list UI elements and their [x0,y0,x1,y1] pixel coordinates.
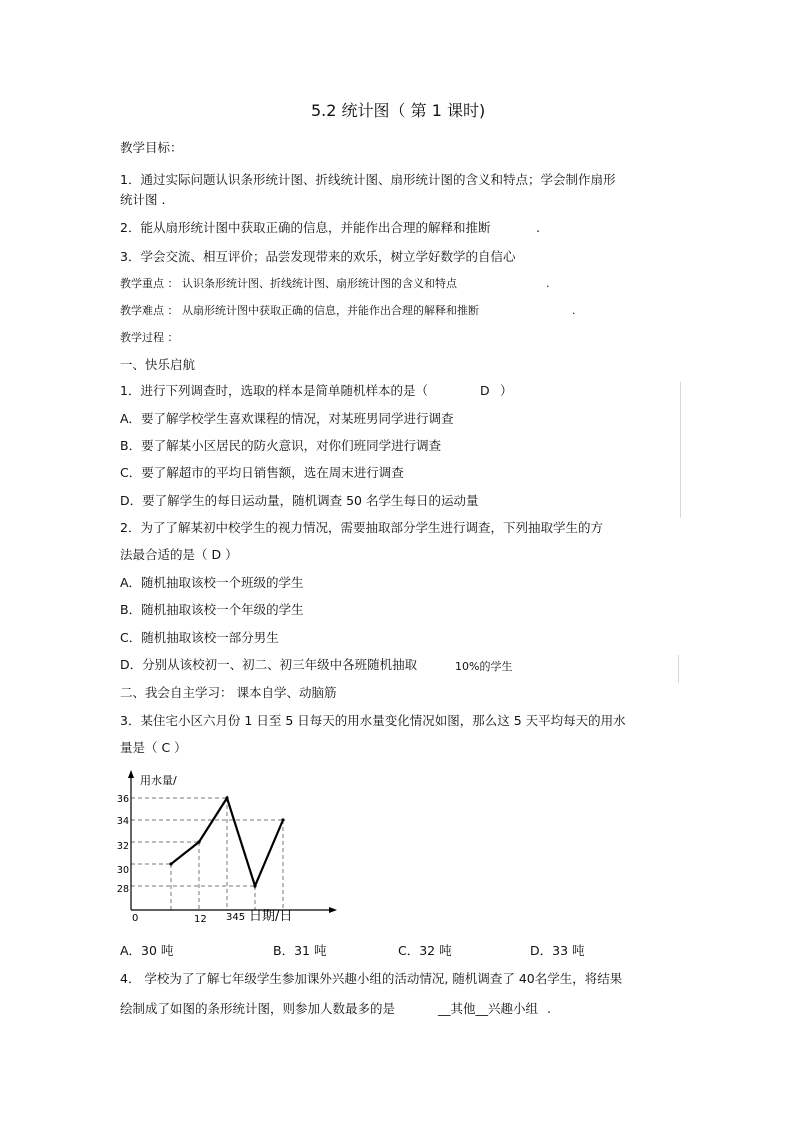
question-stem: 法最合适的是（ D ） [120,547,238,562]
x-tick-label: 345 [226,912,246,923]
question-option: C．要了解超市的平均日销售额，选在周末进行调查 [120,465,404,480]
y-tick-label: 32 [116,841,129,852]
y-tick-label: 36 [116,794,129,805]
answer-option: A．30 吨 [120,943,174,958]
question-stem: 3．某住宅小区六月份 1 日至 5 日每天的用水量变化情况如图，那么这 5 天平均每天的用水 [120,713,626,728]
data-point [225,796,228,799]
page-title: 5.2 统计图（ 第 1 课时) [311,101,486,120]
question-close: ） [500,383,513,398]
question-answer: D [480,383,490,398]
process-heading: 教学过程 ： [120,331,179,344]
x-axis-arrow [329,907,337,913]
water-usage-line-chart [115,770,335,930]
question-stem: 量是（ C ） [120,740,187,755]
y-tick-label: 28 [116,884,129,895]
question-option-tail: 10%的学生 [455,660,513,673]
question-option: C．随机抽取该校一部分男生 [120,630,279,645]
period-mark: . [536,220,540,235]
y-tick-label: 34 [116,816,129,827]
question-option: D．要了解学生的每日运动量，随机调查 50 名学生每日的运动量 [120,493,479,508]
period-mark: . [546,277,550,290]
data-point [169,862,172,865]
question-stem: 绘制成了如图的条形统计图，则参加人数最多的是 [120,1001,396,1016]
question-option: D．分别从该校初一、初二、初三年级中各班随机抽取 [120,657,418,672]
objective-line: 1．通过实际问题认识条形统计图、折线统计图、扇形统计图的含义和特点；学会制作扇形 [120,172,616,187]
sentence-end: . [547,1001,551,1016]
section-heading: 一、快乐启航 [120,357,196,372]
x-axis-label: 日期/日 [249,909,293,924]
data-point [197,840,200,843]
objective-line: 3．学会交流、相互评价；品尝发现带来的欢乐，树立学好数学的自信心 [120,249,516,264]
y-axis-label: 用水量/ [140,774,177,787]
answer-option: D．33 吨 [530,943,585,958]
key-point: 教学重点 ： 认识条形统计图、折线统计图、扇形统计图的含义和特点 [120,277,457,290]
y-axis-arrow [128,770,134,778]
answer-option: C．32 吨 [398,943,452,958]
answer-option: B．31 吨 [273,943,327,958]
margin-rule [678,655,679,683]
y-tick-label: 30 [116,865,129,876]
chart-plot-layer [131,796,285,910]
question-option: B．要了解某小区居民的防火意识，对你们班同学进行调查 [120,438,442,453]
period-mark: . [572,304,576,317]
objective-line: 统计图 . [120,192,166,207]
fill-in-blank: __其他__兴趣小组 [438,1001,539,1016]
margin-rule [680,382,681,518]
question-option: A．要了解学校学生喜欢课程的情况，对某班男同学进行调查 [120,411,454,426]
question-option: A．随机抽取该校一个班级的学生 [120,575,304,590]
difficulty: 教学难点 ： 从扇形统计图中获取正确的信息，并能作出合理的解释和推断 [120,304,479,317]
x-tick-label: 12 [194,914,207,925]
objective-line: 2．能从扇形统计图中获取正确的信息，并能作出合理的解释和推断 [120,220,491,235]
question-stem: 1．进行下列调查时，选取的样本是简单随机样本的是（ [120,383,428,398]
question-option: B．随机抽取该校一个年级的学生 [120,602,304,617]
objectives-heading: 教学目标： [120,140,183,155]
data-point [253,884,256,887]
section-heading: 二、我会自主学习： 课本自学、动脑筋 [120,685,337,700]
origin-label: 0 [132,913,139,924]
data-point [281,818,284,821]
question-stem: 4． 学校为了了解七年级学生参加课外兴趣小组的活动情况, 随机调查了 40名学生，将结果 [120,971,623,986]
question-stem: 2．为了了解某初中校学生的视力情况，需要抽取部分学生进行调查，下列抽取学生的方 [120,520,603,535]
